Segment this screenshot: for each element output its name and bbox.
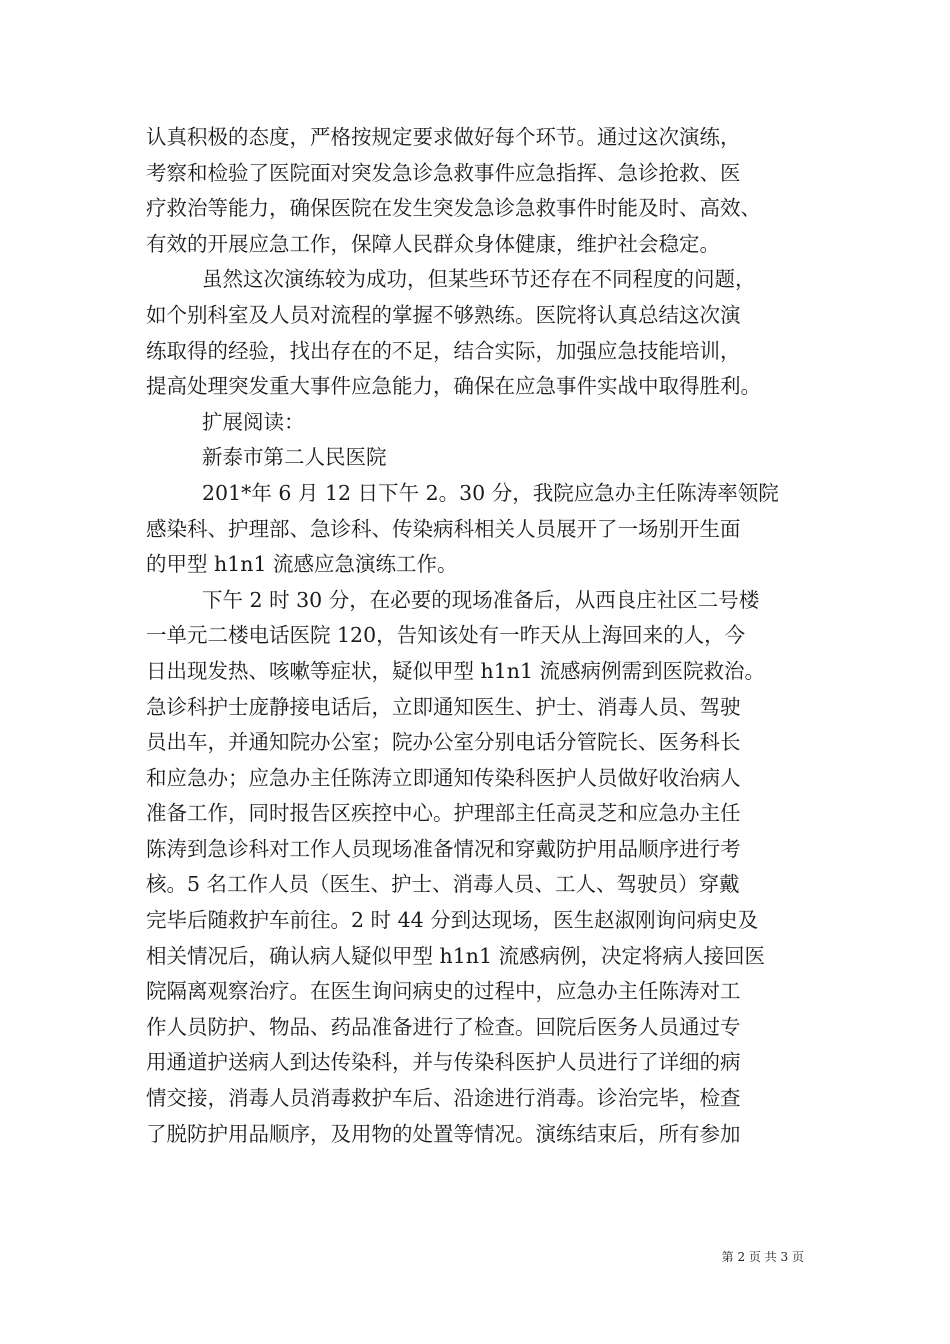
text-line: 完毕后随救护车前往。2 时 44 分到达现场，医生赵淑刚询问病史及 bbox=[146, 908, 759, 933]
text-line: 日出现发热、咳嗽等症状，疑似甲型 h1n1 流感病例需到医院救治。 bbox=[146, 658, 766, 683]
text-line: 疗救治等能力，确保医院在发生突发急诊急救事件时能及时、高效、 bbox=[146, 196, 761, 221]
text-line: 了脱防护用品顺序，及用物的处置等情况。演练结束后，所有参加 bbox=[146, 1121, 741, 1146]
text-line: 员出车，并通知院办公室；院办公室分别电话分管院长、医务科长 bbox=[146, 730, 741, 755]
text-line: 有效的开展应急工作，保障人民群众身体健康，维护社会稳定。 bbox=[146, 231, 720, 256]
text-line: 用通道护送病人到达传染科，并与传染科医护人员进行了详细的病 bbox=[146, 1050, 741, 1075]
text-line: 如个别科室及人员对流程的掌握不够熟练。医院将认真总结这次演 bbox=[146, 302, 741, 327]
text-line: 考察和检验了医院面对突发急诊急救事件应急指挥、急诊抢救、医 bbox=[146, 160, 741, 185]
text-line: 下午 2 时 30 分，在必要的现场准备后，从西良庄社区二号楼 bbox=[202, 587, 760, 612]
document-body bbox=[146, 120, 806, 1152]
text-line: 情交接，消毒人员消毒救护车后、沿途进行消毒。诊治完毕，检查 bbox=[146, 1086, 741, 1111]
text-line: 院隔离观察治疗。在医生询问病史的过程中，应急办主任陈涛对工 bbox=[146, 979, 741, 1004]
text-line: 陈涛到急诊科对工作人员现场准备情况和穿戴防护用品顺序进行考 bbox=[146, 836, 741, 861]
text-line: 虽然这次演练较为成功，但某些环节还存在不同程度的问题， bbox=[202, 267, 756, 292]
text-line: 相关情况后，确认病人疑似甲型 h1n1 流感病例，决定将病人接回医 bbox=[146, 943, 766, 968]
text-line: 提高处理突发重大事件应急能力，确保在应急事件实战中取得胜利。 bbox=[146, 374, 761, 399]
text-line: 准备工作，同时报告区疾控中心。护理部主任高灵芝和应急办主任 bbox=[146, 801, 741, 826]
text-line: 感染科、护理部、急诊科、传染病科相关人员展开了一场别开生面 bbox=[146, 516, 741, 541]
text-line: 扩展阅读： bbox=[202, 409, 305, 434]
text-line: 练取得的经验，找出存在的不足，结合实际，加强应急技能培训， bbox=[146, 338, 741, 363]
text-line: 核。5 名工作人员（医生、护士、消毒人员、工人、驾驶员）穿戴 bbox=[146, 872, 740, 897]
text-line: 认真积极的态度，严格按规定要求做好每个环节。通过这次演练， bbox=[146, 125, 741, 149]
text-line: 和应急办；应急办主任陈涛立即通知传染科医护人员做好收治病人 bbox=[146, 765, 741, 790]
text-line: 的甲型 h1n1 流感应急演练工作。 bbox=[146, 552, 458, 577]
text-line: 作人员防护、物品、药品准备进行了检查。回院后医务人员通过专 bbox=[146, 1014, 741, 1039]
text-line: 新泰市第二人民医院 bbox=[202, 445, 387, 470]
page-number-footer: 第 2 页 共 3 页 bbox=[721, 1250, 804, 1264]
text-line: 一单元二楼电话医院 120，告知该处有一昨天从上海回来的人，今 bbox=[146, 623, 746, 648]
text-line: 急诊科护士庞静接电话后，立即通知医生、护士、消毒人员、驾驶 bbox=[146, 694, 741, 719]
text-line: 201*年 6 月 12 日下午 2。30 分，我院应急办主任陈涛率领院 bbox=[202, 480, 779, 505]
